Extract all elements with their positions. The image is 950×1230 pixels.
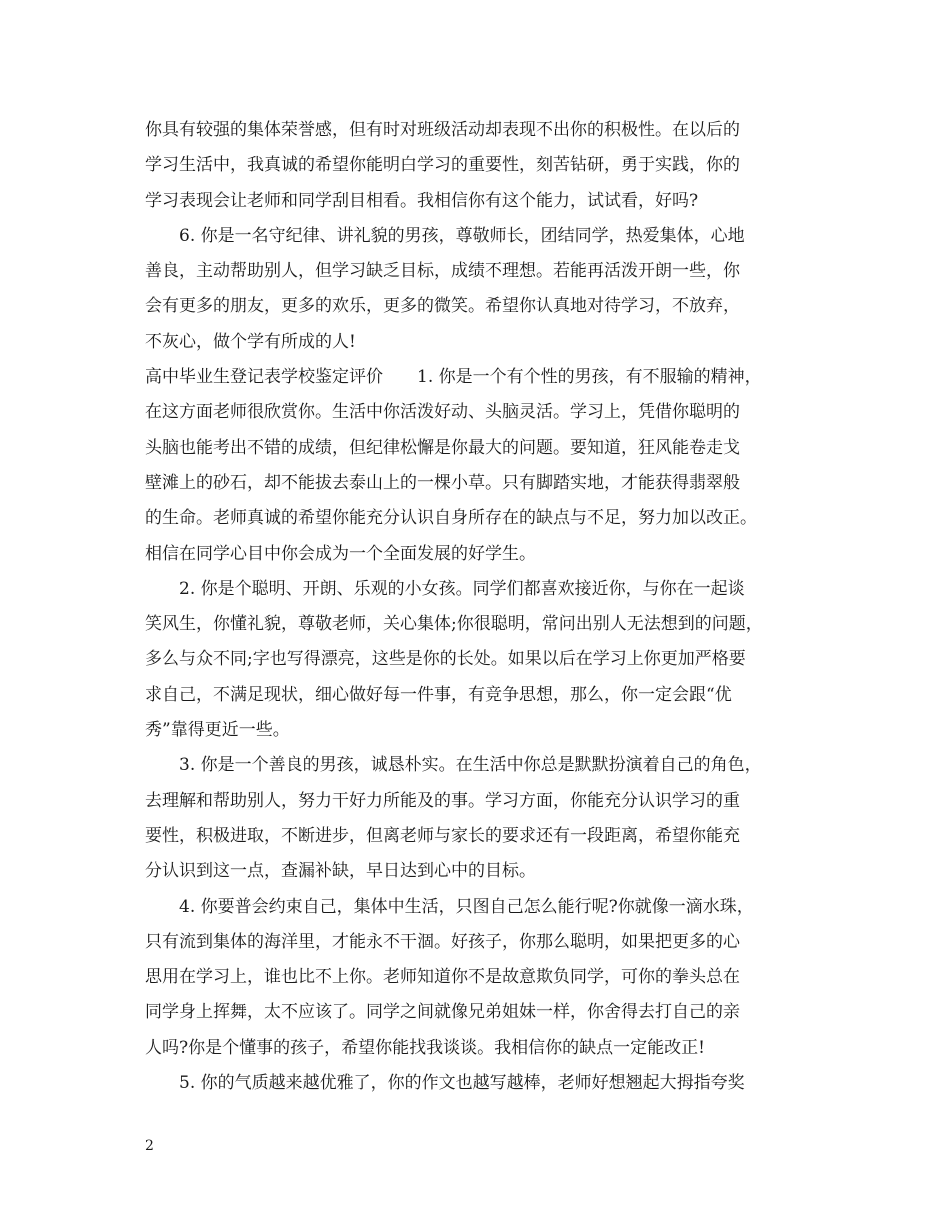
text-line: 学习生活中，我真诚的希望你能明白学习的重要性，刻苦钻研，勇于实践，你的: [145, 155, 740, 176]
text-line: 3. 你是一个善良的男孩，诚恳朴实。在生活中你总是默默扮演着自己的角色，: [179, 755, 762, 776]
text-line: 分认识到这一点，查漏补缺，早日达到心中的目标。: [145, 861, 536, 882]
document-body: [145, 113, 825, 1101]
text-line: 只有流到集体的海洋里，才能永不干涸。好孩子，你那么聪明，如果把更多的心: [145, 931, 740, 952]
text-line: 的生命。老师真诚的希望你能充分认识自身所存在的缺点与不足，努力加以改正。: [145, 508, 757, 529]
text-line: 相信在同学心目中你会成为一个全面发展的好学生。: [145, 543, 536, 564]
text-line: 头脑也能考出不错的成绩，但纪律松懈是你最大的问题。要知道，狂风能卷走戈: [145, 437, 740, 458]
text-line: 5. 你的气质越来越优雅了，你的作文也越写越棒，老师好想翘起大拇指夸奖: [179, 1073, 745, 1094]
text-line: 人吗?你是个懂事的孩子，希望你能找我谈谈。我相信你的缺点一定能改正!: [145, 1037, 705, 1058]
text-line: 去理解和帮助别人，努力干好力所能及的事。学习方面，你能充分认识学习的重: [145, 790, 740, 811]
text-line: 多么与众不同;字也写得漂亮，这些是你的长处。如果以后在学习上你更加严格要: [145, 649, 746, 670]
page-number: 2: [145, 1138, 154, 1154]
text-line: 善良，主动帮助别人，但学习缺乏目标，成绩不理想。若能再活泼开朗一些，你: [145, 261, 740, 282]
text-line: 要性，积极进取，不断进步，但离老师与家长的要求还有一段距离，希望你能充: [145, 825, 740, 846]
text-line: 不灰心，做个学有所成的人!: [145, 331, 356, 352]
text-line: 6. 你是一名守纪律、讲礼貌的男孩，尊敬师长，团结同学，热爱集体，心地: [179, 225, 745, 246]
text-line: 会有更多的朋友，更多的欢乐，更多的微笑。希望你认真地对待学习，不放弃，: [145, 296, 740, 317]
text-line: 求自己，不满足现状，细心做好每一件事，有竞争思想，那么，你一定会跟“优: [145, 684, 732, 705]
text-line: 思用在学习上，谁也比不上你。老师知道你不是故意欺负同学，可你的拳头总在: [145, 967, 740, 988]
text-line: 你具有较强的集体荣誉感，但有时对班级活动却表现不出你的积极性。在以后的: [145, 120, 740, 140]
text-line: 高中毕业生登记表学校鉴定评价 1. 你是一个有个性的男孩，有不服输的精神，: [145, 367, 762, 388]
text-line: 壁滩上的砂石，却不能拔去泰山上的一棵小草。只有脚踏实地，才能获得翡翠般: [145, 472, 740, 493]
text-line: 笑风生，你懂礼貌，尊敬老师，关心集体;你很聪明，常问出别人无法想到的问题，: [145, 614, 763, 635]
text-line: 在这方面老师很欣赏你。生活中你活泼好动、头脑灵活。学习上，凭借你聪明的: [145, 402, 740, 423]
text-line: 学习表现会让老师和同学刮目相看。我相信你有这个能力，试试看，好吗?: [145, 190, 699, 211]
text-line: 秀”靠得更近一些。: [145, 720, 290, 741]
text-line: 4. 你要普会约束自己，集体中生活，只图自己怎么能行呢?你就像一滴水珠，: [179, 896, 754, 917]
text-line: 同学身上挥舞，太不应该了。同学之间就像兄弟姐妹一样，你舍得去打自己的亲: [145, 1002, 740, 1023]
text-line: 2. 你是个聪明、开朗、乐观的小女孩。同学们都喜欢接近你，与你在一起谈: [179, 578, 745, 599]
